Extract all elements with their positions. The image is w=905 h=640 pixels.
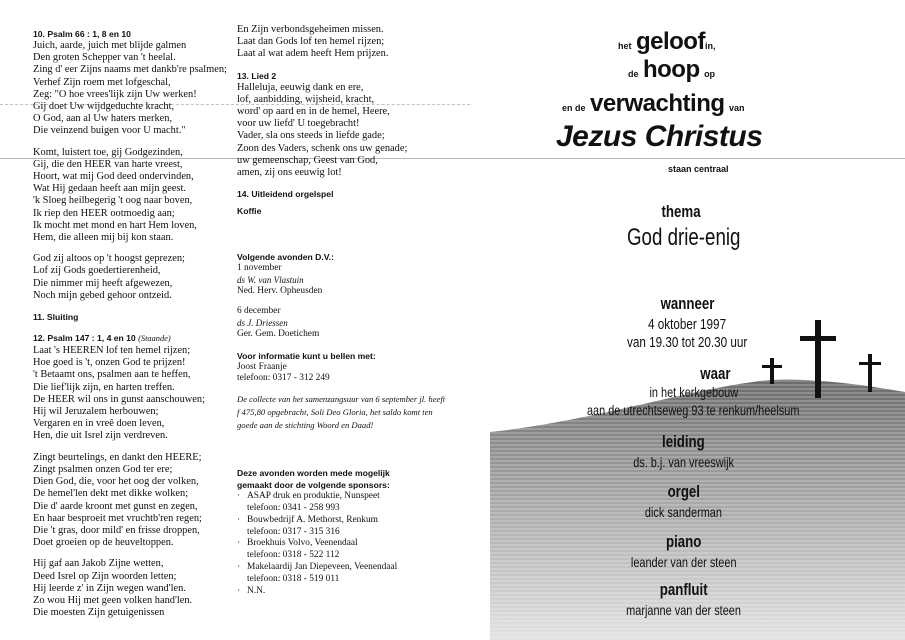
verse-line: Die lief'lijk zijn, en harten treffen. [33,381,175,393]
info-phone: telefoon: 0317 - 312 249 [237,373,330,384]
verse-line: Deed Isrel op Zijn woorden letten; [33,570,177,582]
verse-line: Hen, die uit Isrel zijn verdreven. [33,430,168,442]
psalm147-verse-10 [33,558,233,619]
thema-label: thema [661,202,702,221]
verse-line: Hij wil Jeruzalem herbouwen; [33,406,159,418]
sponsor-name: · Makelaardij Jan Diepeveen, Veenendaal [247,562,398,573]
orgel-label-row [466,482,901,502]
waar-address: aan de utrechtseweg 93 te renkum/heelsum [587,402,800,418]
verse-line: Noch mijn gebed gehoor ontzeid. [33,289,172,301]
verse-line: Ik mocht met mond en hart Hem loven, [33,219,197,231]
verse-line: O God, aan al Uw haters merken, [33,113,173,125]
collection-line: f 475,80 opgebracht, Soli Deo Gloria, het saldo komt ten [237,407,433,418]
leiding-label-row [466,432,901,452]
waar-place: in het kerkgebouw [649,384,738,400]
leiding-value: ds. b.j. van vreeswijk [633,454,734,470]
panfluit-label-row [466,580,901,600]
verse-line: lof, aanbidding, wijsheid, kracht, [237,93,375,105]
psalm147-verse-4 [33,452,233,550]
verse-line: amen, zij ons eeuwig lot! [237,167,342,179]
word-en-de: en de [562,103,586,113]
cover-panel [470,0,905,640]
verse-line: Hoort, wat mij God deed ondervinden, [33,171,194,183]
waar-label: waar [700,364,731,383]
verse-line: Zeg: "O hoe vrees'lijk zijn Uw werken! [33,88,197,100]
sponsor-name: · Broekhuis Volvo, Veenendaal [247,538,358,549]
verse-line: Vader, sla ons steeds in liefde gade; [237,130,385,142]
word-van: van [728,103,745,113]
verse-line: En haar besproeit met vruchtb'ren regen; [33,512,202,524]
wanneer-label: wanneer [660,294,715,313]
wanneer-date-row [470,316,905,334]
verse-line: Gij, die den HEER van harte vreest, [33,158,183,170]
volgende-heading: Volgende avonden D.V.: [237,252,334,263]
word-verwachting: verwachting [589,90,725,117]
piano-value: leander van der steen [630,554,737,570]
column-middle [237,24,467,597]
title-line-1 [618,28,715,56]
psalm147-title: 12. Psalm 147 : 1, 4 en 10 [33,333,136,344]
verse-line: Zoon des Vaders, schenk ons uw genade; [237,142,408,154]
waar-place-row [476,384,905,402]
column-left [33,28,233,619]
event-church: Ned. Herv. Opheusden [237,286,323,297]
verse-line: Zing d' eer Zijns naams met dankb're psalmen; [33,64,227,76]
verse-line: Lof zij Gods goedertierenheid, [33,265,161,277]
verse-line: Die d' aarde kroont met gunst en zegen, [33,500,198,512]
lied-heading: 13. Lied 2 [237,70,277,81]
verse-line: Zingt psalmen onzen God ter ere; [33,463,173,475]
thema-label-row [464,202,899,222]
sponsor-item [237,491,467,515]
sponsor-list [237,491,467,597]
psalm66-heading: 10. Psalm 66 : 1, 8 en 10 [33,29,131,39]
verse-line: Doet groeien op de heuveltoppen. [33,537,174,549]
psalm66-verse-8 [33,147,233,245]
psalm147-heading [33,332,233,345]
info-contact [237,362,467,385]
verse-line: Gij doet Uw wijdgeduchte kracht, [33,101,175,113]
verse-line: Komt, luistert toe, gij Godgezinden, [33,146,183,158]
wanneer-time-row [470,334,905,352]
verse-line: uw gemeenschap, Geest van God, [237,154,378,166]
psalm147-continued [237,24,467,61]
lied-verse [237,82,467,180]
verse-line: Hoe goed is 't, onzen God te prijzen! [33,357,186,369]
sponsor-item [237,515,467,539]
orgelspel-heading: 14. Uitleidend orgelspel [237,189,334,200]
sponsor-phone: telefoon: 0318 - 519 011 [247,573,340,584]
verse-line: Dien God, die, voor het oog der volken, [33,476,199,488]
info-name: Joost Fraanje [237,361,287,372]
event-2 [237,306,467,340]
sponsor-name: · ASAP druk en produktie, Nunspeet [247,491,380,502]
word-het: het [618,41,632,51]
psalm147-note: (Staande) [138,334,171,344]
word-op: op [704,69,716,79]
verse-line: Vergaren en in vreê doen leven, [33,418,165,430]
event-speaker: ds J. Driessen [237,317,288,328]
collection-line: goede aan de stichting Woord en Daad! [237,419,374,430]
sponsors-heading [237,467,467,491]
event-1 [237,263,467,297]
event-date: 6 december [237,306,281,317]
event-speaker: ds W. van Vlastuin [237,274,304,285]
waar-label-row [498,364,905,384]
verse-line: Juich, aarde, juich met blijde galmen [33,40,187,51]
title-line-2 [628,56,715,84]
collection-note [237,393,467,431]
verse-line: 'k Sloeg heilbegerig 't oog naar boven, [33,195,193,207]
word-geloof: geloof [635,28,705,55]
verse-line: Zo wou Hij met geen volken hand'len. [33,594,193,606]
sponsors-heading-line: Deze avonden worden mede mogelijk [237,468,390,479]
psalm147-verse-1 [33,345,233,443]
thema-value: God drie-enig [626,224,741,251]
sponsor-phone: telefoon: 0317 - 315 316 [247,526,340,537]
verse-line: De hemel'len dekt met dikke wolken; [33,488,189,500]
wanneer-date: 4 oktober 1997 [648,316,727,333]
sluiting-heading: 11. Sluiting [33,312,79,323]
verse-line: Halleluja, eeuwig dank en ere, [237,81,364,93]
leiding-label: leiding [662,432,705,451]
piano-label-row [466,532,901,552]
verse-line: Hij leerde z' in Zijn wegen wand'len. [33,582,186,594]
panfluit-value: marjanne van der steen [626,602,741,618]
sponsor-item [237,562,467,586]
verse-line: En Zijn verbondsgeheimen missen. [237,24,384,35]
event-church: Ger. Gem. Doetichem [237,329,320,340]
verse-line: Laat al wat adem heeft Hem prijzen. [237,48,389,60]
sponsor-phone: telefoon: 0318 - 522 112 [247,550,340,561]
verse-line: voor uw liefd' U toegebracht! [237,118,360,130]
collection-line: De collecte van het samenzangsuur van 6 september jl. heeft [237,394,446,405]
wanneer-time: van 19.30 tot 20.30 uur [627,334,748,351]
sponsor-name: · N.N. [247,585,266,596]
verse-line: Verhef Zijn roem met lofgeschal, [33,76,171,88]
verse-line: 't Betaamt ons, psalmen aan te heffen, [33,369,191,381]
event-date: 1 november [237,263,282,274]
panfluit-value-row [466,602,901,620]
verse-line: Ik riep den HEER ootmoedig aan; [33,207,175,219]
verse-line: Den groten Schepper van 't heelal. [33,52,176,64]
title-jezus-christus: Jezus Christus [556,120,763,153]
verse-line: Die 't gras, door mild' en frisse droppen, [33,524,200,536]
sponsor-name: · Bouwbedrijf A. Methorst, Renkum [247,514,378,525]
piano-value-row [466,554,901,572]
verse-line: Die moesten Zijn getuigenissen [33,607,165,619]
leiding-value-row [466,454,901,472]
info-heading: Voor informatie kunt u bellen met: [237,350,376,361]
verse-line: Zingt beurtelings, en dankt den HEERE; [33,451,202,463]
word-hoop: hoop [642,56,700,83]
orgel-value-row [466,504,901,522]
sponsors-heading-line: gemaakt door de volgende sponsors: [237,480,390,491]
title-line-3 [562,90,744,118]
sponsor-item [237,586,467,598]
thema-value-row [466,224,901,252]
verse-line: God zij altoos op 't hoogst geprezen; [33,253,185,265]
verse-line: Laat dan Gods lof ten hemel rijzen; [237,36,385,48]
sponsor-phone: telefoon: 0341 - 258 993 [247,503,340,514]
panfluit-label: panfluit [659,580,708,599]
word-de: de [628,69,639,79]
orgel-value: dick sanderman [644,504,723,520]
verse-line: Laat 's HEEREN lof ten hemel rijzen; [33,345,191,357]
verse-line: Hij gaf aan Jakob Zijne wetten, [33,558,164,570]
verse-line: word' op aard en in de hemel, Heere, [237,106,390,118]
verse-line: Hem, die alleen mij bij kon staan. [33,232,174,244]
psalm66-verse-1 [33,40,233,138]
verse-line: De HEER wil ons in gunst aanschouwen; [33,393,205,405]
word-in: in, [704,41,716,51]
sponsor-item [237,538,467,562]
verse-line: Die nimmer mij heeft afgewezen, [33,277,173,289]
koffie-heading: Koffie [237,206,262,217]
wanneer-label-row [470,294,905,314]
verse-line: Wat Hij gedaan heeft aan mijn geest. [33,183,186,195]
waar-address-row [476,402,905,420]
psalm66-verse-10 [33,253,233,302]
orgel-label: orgel [667,482,700,501]
verse-line: Die veinzend buigen voor U macht." [33,125,186,137]
subtitle-staan-centraal: staan centraal [668,164,729,174]
piano-label: piano [665,532,702,551]
